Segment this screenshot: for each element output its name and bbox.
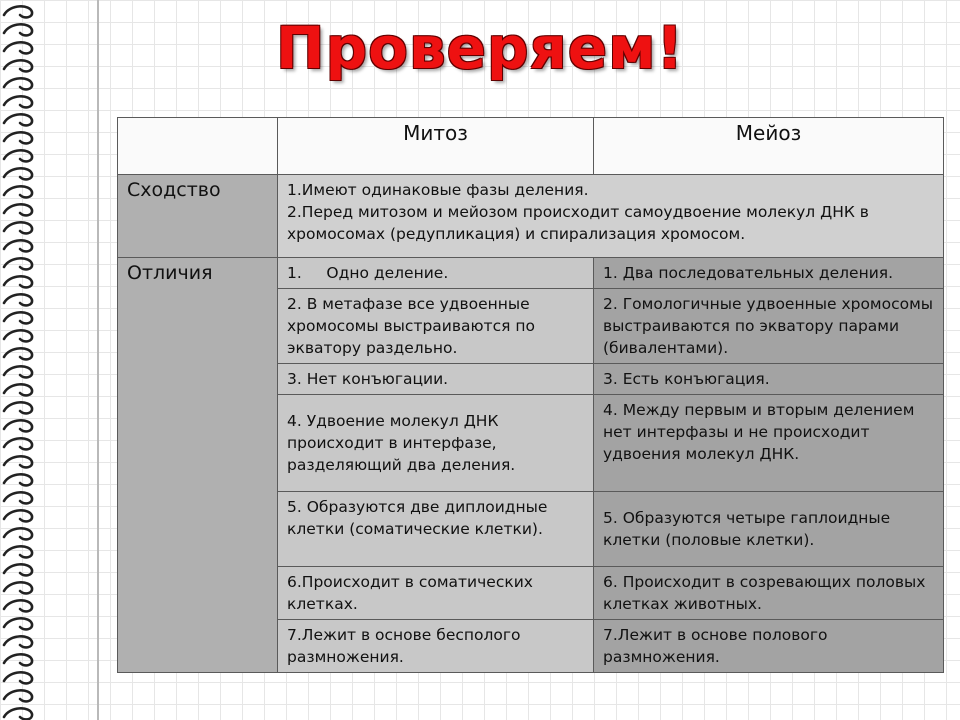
spiral-ring xyxy=(4,348,32,359)
spiral-ring xyxy=(4,474,32,485)
spiral-ring xyxy=(4,672,32,683)
spiral-ring xyxy=(4,24,32,35)
spiral-ring xyxy=(4,240,32,251)
spiral-ring xyxy=(4,636,32,647)
header-mitosis: Митоз xyxy=(278,118,594,175)
spiral-ring xyxy=(4,258,32,269)
mitosis-difference-3: 3. Нет конъюгации. xyxy=(278,364,594,395)
header-corner-cell xyxy=(118,118,278,175)
spiral-ring xyxy=(4,78,32,89)
spiral-ring xyxy=(4,564,32,575)
spiral-ring xyxy=(4,168,32,179)
spiral-ring xyxy=(4,510,32,521)
spiral-ring xyxy=(4,456,32,467)
margin-line xyxy=(97,0,99,720)
spiral-ring xyxy=(4,186,32,197)
spiral-ring xyxy=(4,582,32,593)
page-title: Проверяем! xyxy=(276,14,684,82)
meiosis-difference-1: 1. Два последовательных деления. xyxy=(594,258,944,289)
spiral-ring xyxy=(4,528,32,539)
comparison-table xyxy=(117,117,944,673)
spiral-ring xyxy=(4,384,32,395)
notebook-spiral xyxy=(0,0,40,720)
meiosis-difference-4: 4. Между первым и вторым делением нет интерфазы и не происходит удвоения молекул ДНК. xyxy=(594,395,944,492)
meiosis-difference-6: 6. Происходит в созревающих половых клетках животных. xyxy=(594,567,944,620)
meiosis-difference-2: 2. Гомологичные удвоенные хромосомы выстраиваются по экватору парами (бивалентами). xyxy=(594,289,944,364)
spiral-ring xyxy=(4,276,32,287)
spiral-ring xyxy=(4,312,32,323)
spiral-ring xyxy=(4,546,32,557)
similarity-cell xyxy=(278,175,944,258)
spiral-ring xyxy=(4,438,32,449)
spiral-ring xyxy=(4,60,32,71)
mitosis-difference-6: 6.Происходит в соматических клетках. xyxy=(278,567,594,620)
mitosis-difference-2: 2. В метафазе все удвоенные хромосомы выстраиваются по экватору раздельно. xyxy=(278,289,594,364)
spiral-ring xyxy=(4,402,32,413)
mitosis-difference-1: 1. Одно деление. xyxy=(278,258,594,289)
header-row xyxy=(118,118,944,175)
spiral-ring xyxy=(4,222,32,233)
spiral-ring xyxy=(4,294,32,305)
meiosis-difference-5: 5. Образуются четыре гаплоидные клетки (половые клетки). xyxy=(594,492,944,567)
mitosis-difference-5: 5. Образуются две диплоидные клетки (соматические клетки). xyxy=(278,492,594,567)
spiral-ring xyxy=(4,708,32,719)
spiral-ring xyxy=(4,618,32,629)
spiral-ring xyxy=(4,492,32,503)
spiral-ring xyxy=(4,6,32,17)
spiral-ring xyxy=(4,420,32,431)
mitosis-difference-7: 7.Лежит в основе бесполого размножения. xyxy=(278,620,594,673)
similarity-line-2: 2.Перед митозом и мейозом происходит самоудвоение молекул ДНК в хромосомах (редупликация) и спирализация хромосом. xyxy=(287,203,869,243)
similarity-label: Сходство xyxy=(118,175,278,258)
spiral-ring xyxy=(4,96,32,107)
spiral-ring xyxy=(4,690,32,701)
spiral-ring xyxy=(4,204,32,215)
differences-label: Отличия xyxy=(118,258,278,673)
similarity-line-1: 1.Имеют одинаковые фазы деления. xyxy=(287,181,589,199)
spiral-ring xyxy=(4,330,32,341)
spiral-ring xyxy=(4,42,32,53)
similarity-row xyxy=(118,175,944,258)
difference-row-1 xyxy=(118,258,944,289)
mitosis-difference-4: 4. Удвоение молекул ДНК происходит в интерфазе, разделяющий два деления. xyxy=(278,395,594,492)
spiral-ring xyxy=(4,150,32,161)
header-meiosis: Мейоз xyxy=(594,118,944,175)
meiosis-difference-3: 3. Есть конъюгация. xyxy=(594,364,944,395)
spiral-ring xyxy=(4,366,32,377)
meiosis-difference-7: 7.Лежит в основе полового размножения. xyxy=(594,620,944,673)
spiral-ring xyxy=(4,600,32,611)
spiral-ring xyxy=(4,654,32,665)
spiral-ring xyxy=(4,132,32,143)
spiral-ring xyxy=(4,114,32,125)
